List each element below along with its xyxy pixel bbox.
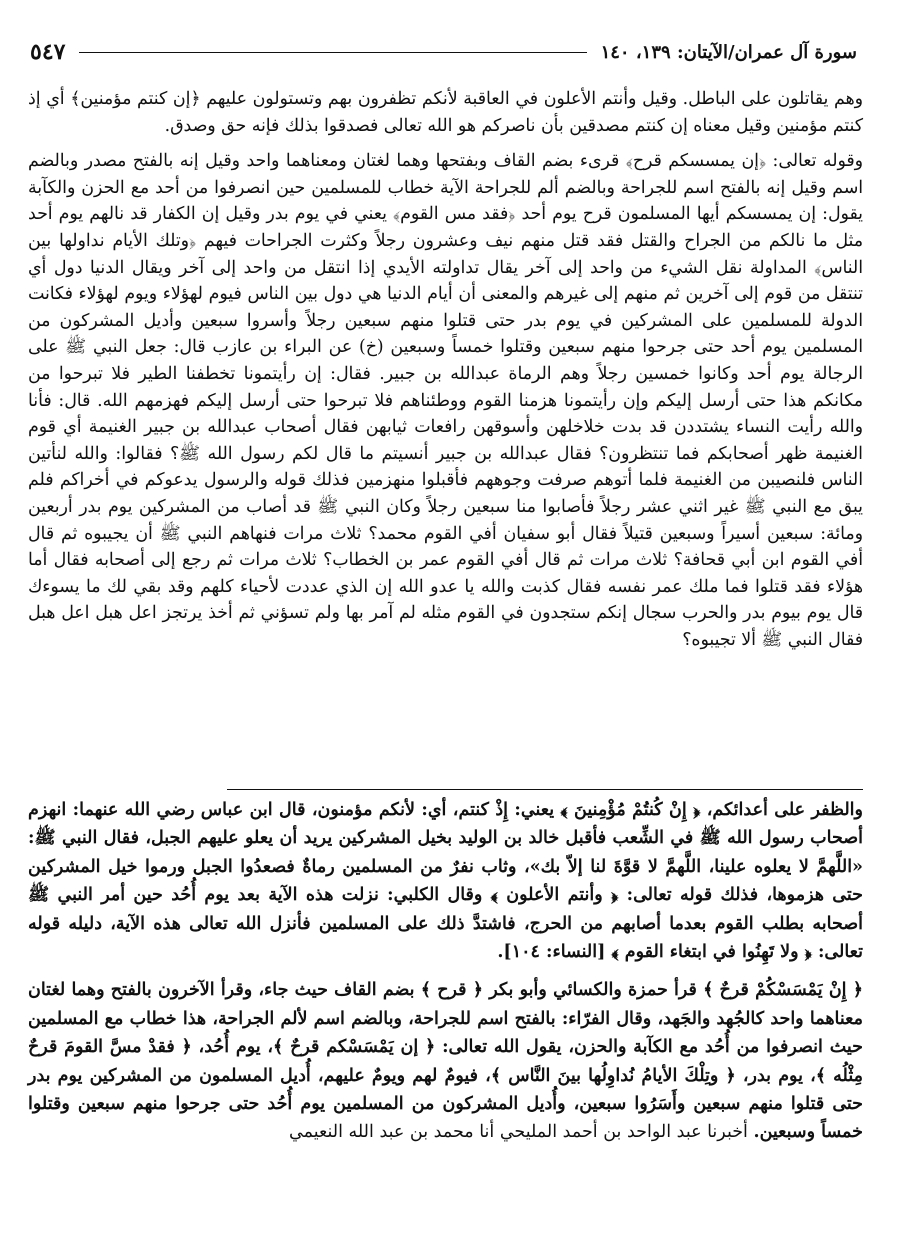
surah-title: سورة آل عمران/الآيتان: ١٣٩، ١٤٠ bbox=[600, 41, 857, 63]
page-header bbox=[30, 36, 857, 68]
main-text bbox=[28, 86, 863, 653]
page-number: ٥٤٧ bbox=[30, 39, 66, 65]
main-paragraph: وهم يقاتلون على الباطل. وقيل وأنتم الأعلون في العاقبة لأنكم تظفرون بهم وتستولون عليهم ﴿إن كنتم مؤمنين﴾ أي إذ كنتم مؤمنين وقيل معناه إن كنتم مصدقين بأن ناصركم هو الله تعالى فصدقوا بذلك فإنه حق وصدق. bbox=[28, 89, 863, 136]
footnote-divider bbox=[227, 789, 863, 790]
footnote-text bbox=[28, 796, 863, 1147]
footnote-paragraph-bold: ﴿ إِنْ يَمْسَسْكُمْ قرحٌ ﴾ قرأ حمزة والكسائي وأبو بكر ﴿ قرح ﴾ بضم القاف حيث جاء، وقرأ الآخرون بالفتح وهما لغتان معناهما واحد كالجُهد والجَهد، وقال الفرّاء: بالفتح اسم للجراحة، وبالضم اسم لألم الجراحة، هذا خطاب مع المسلمين حيث انصرفوا من أُحُد مع الكآبة والحزن، يقول الله تعالى: ﴿ إن يَمْسَسْكم قرحٌ ﴾، يوم أُحُد، ﴿ فقدْ مسَّ القومَ قرحٌ مِثْلُه ﴾، يوم بدر، ﴿ وتِلْكَ الأيامُ نُداوِلُها بينَ النَّاس ﴾، فيومٌ لهم ويومٌ عليهم، أُديل المسلمون من المشركين يوم بدر حتى قتلوا منهم سبعين وأَسَرُوا سبعين، وأُديل المشركون من المسلمين يوم أُحُد حتى جرحوا منهم سبعين وقتلوا خمساً وسبعين. bbox=[28, 980, 863, 1143]
main-paragraph: وقوله تعالى: ﴿إن يمسسكم قرح﴾ قرىء بضم القاف وبفتحها وهما لغتان ومعناهما واحد وقيل إنه بالفتح مصدر وبالضم اسم وقيل إنه بالفتح اسم للجراحة وبالضم ألم للجراحة الآية خطاب للمسلمين حين انصرفوا من أحد مع الحزن والكآبة يقول: إن يمسسكم أيها المسلمون قرح يوم أحد ﴿فقد مس القوم﴾ يعني في يوم بدر وقيل إن الكفار قد نالهم يوم أحد مثل ما نالكم من الجراح والقتل فقد قتل منهم نيف وعشرون رجلاً وكثرت الجراحات فيهم ﴿وتلك الأيام نداولها بين الناس﴾ المداولة نقل الشيء من واحد إلى آخر يقال تداولته الأيدي إذا انتقل من واحد إلى آخر ويقال الدنيا دول أي تنتقل من قوم إلى آخرين ثم منهم إلى غيرهم والمعنى أن أيام الدنيا هي دول بين الناس فيوم لهؤلاء ويوم لهؤلاء فكانت الدولة للمسلمين على المشركين في يوم بدر حتى قتلوا منهم سبعين رجلاً وأسروا سبعين وأديل المشركون من المسلمين يوم أحد حتى جرحوا منهم سبعين وقتلوا خمساً وسبعين (خ) عن البراء بن عازب قال: جعل النبي ﷺ على الرجالة يوم أحد وكانوا خمسين رجلاً وهم الرماة عبدالله بن جبير. فقال: إن رأيتمونا تخطفنا الطير فلا تبرحوا من مكانكم هذا حتى أرسل إليكم وإن رأيتمونا هزمنا القوم ووطئناهم فلا تبرحوا حتى أرسل إليكم فهزمهم الله. قال: فأنا والله رأيت النساء يشتددن قد بدت خلاخلهن وأسوقهن رافعات ثيابهن فقال أصحاب عبدالله بن جبير الغنيمة أي قوم الغنيمة ظهر أصحابكم فما تنتظرون؟ فقال عبدالله بن جبير أنسيتم ما قال لكم رسول الله ﷺ؟ فقالوا: والله لنأتين الناس فلنصيبن من الغنيمة فلما أتوهم صرفت وجوههم فأقبلوا منهزمين فذلك قوله والرسول يدعوكم في أخراكم فلم يبق مع النبي ﷺ غير اثني عشر رجلاً فأصابوا منا سبعين رجلاً وكان النبي ﷺ قد أصاب من المشركين يوم بدر أربعين ومائة: سبعين أسيراً وسبعين قتيلاً فقال أبو سفيان أفي القوم محمد؟ ثلاث مرات فنهاهم النبي ﷺ أن يجيبوه ثم قال أفي القوم ابن أبي قحافة؟ ثلاث مرات ثم قال أفي القوم عمر بن الخطاب؟ ثلاث مرات ثم رجع إلى أصحابه فقال أما هؤلاء فقد قتلوا فما ملك عمر نفسه فقال كذبت والله يا عدو الله إن الذي عددت لأحياء كلهم وقد بقي لك ما يسوءك قال يوم بيوم بدر والحرب سجال إنكم ستجدون في القوم مثله لم آمر بها ولم تسؤني ثم أخذ يرتجز اعل هبل اعل هبل فقال النبي ﷺ ألا تجيبوه؟ bbox=[28, 151, 863, 650]
footnote-paragraph-normal: أخبرنا عبد الواحد بن أحمد المليحي أنا محمد بن عبد الله النعيمي bbox=[289, 1122, 754, 1143]
footnote-paragraph: والظفر على أعدائكم، ﴿ إِنْ كُنتُمْ مُؤْمِنينَ ﴾ يعني: إِذْ كنتم، أي: لأنكم مؤمنون، قال ابن عباس رضي الله عنهما: انهزم أصحاب رسول الله ﷺ في الشِّعب فأقبل خالد بن الوليد بخيل المشركين يريد أن يعلو عليهم الجبل، فقال النبي ﷺ: «اللَّهمَّ لا يعلوه علينا، اللَّهمَّ لا قوَّةَ لنا إلاّ بك»، وثاب نفرٌ من المسلمين رماةٌ فصعدُوا الجبل ورموا خيل المشركين حتى هزموها، فذلك قوله تعالى: ﴿ وأنتم الأعلون ﴾ وقال الكلبي: نزلت هذه الآية بعد يوم أُحُد حين أمر النبي ﷺ أصحابه بطلب القوم بعدما أصابهم من الحرج، فاشتدَّ ذلك على المسلمين فأنزل الله تعالى هذه الآية، دليله قوله تعالى: ﴿ ولا تَهِنُوا في ابتغاء القوم ﴾ [النساء: ١٠٤]. bbox=[28, 800, 863, 963]
footnote-paragraph bbox=[28, 976, 863, 1146]
header-rule bbox=[79, 52, 586, 53]
